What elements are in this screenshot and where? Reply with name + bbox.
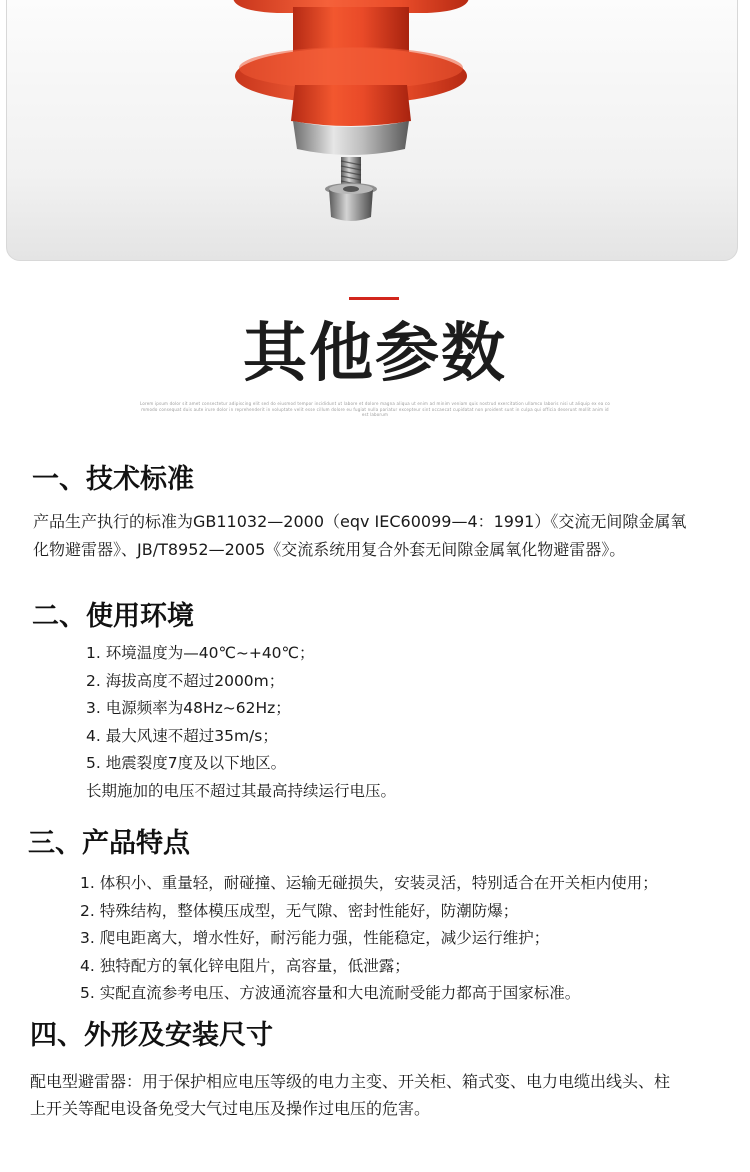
- decorative-small-text: Lorem ipsum dolor sit amet consectetur adipiscing elit sed do eiusmod tempor incididunt ut labore et dolore magna aliqua ut enim ad minim veniam quis nostrud exercitation ullamco laboris nisi ut aliquip ex ea commodo consequat duis aute irure dolor in reprehenderit in voluptate velit esse cillum dolore eu fugiat nulla pariatur excepteur sint occaecat cupidatat non proident sunt in culpa qui officia deserunt mollit anim id est laborum: [140, 401, 610, 417]
- list-item: 5. 实配直流参考电压、方波通流容量和大电流耐受能力都高于国家标准。: [80, 984, 581, 1002]
- title-accent-line: [349, 297, 399, 300]
- paragraph-line: 化物避雷器》、JB/T8952—2005《交流系统用复合外套无间隙金属氧化物避雷器》。: [33, 540, 626, 559]
- list-item: 长期施加的电压不超过其最高持续运行电压。: [86, 781, 397, 800]
- paragraph-line: 配电型避雷器：用于保护相应电压等级的电力主变、开关柜、箱式变、电力电缆出线头、柱: [30, 1072, 671, 1091]
- list-item: 1. 体积小、重量轻，耐碰撞、运输无碰损失，安装灵活，特别适合在开关柜内使用；: [80, 874, 658, 892]
- paragraph-line: 上开关等配电设备免受大气过电压及操作过电压的危害。: [30, 1099, 431, 1118]
- product-photo: [6, 0, 738, 261]
- environment-list: [86, 640, 396, 805]
- features-list: [80, 870, 658, 1008]
- paragraph-line: 产品生产执行的标准为GB11032—2000（eqv IEC60099—4：1991）《交流无间隙金属氧: [33, 512, 687, 531]
- list-item: 2. 特殊结构，整体模压成型，无气隙、密封性能好，防潮防爆；: [80, 901, 519, 920]
- list-item: 3. 电源频率为48Hz~62Hz；: [86, 699, 291, 717]
- list-item: 4. 独特配方的氧化锌电阻片，高容量，低泄露；: [80, 956, 410, 975]
- section-heading: 二、使用环境: [32, 601, 194, 632]
- list-item: 3. 爬电距离大，增水性好，耐污能力强，性能稳定，减少运行维护；: [80, 929, 550, 947]
- section-heading: 三、产品特点: [28, 828, 190, 859]
- surge-arrester-illustration: [7, 0, 738, 261]
- list-item: 4. 最大风速不超过35m/s；: [86, 726, 278, 745]
- list-item: 2. 海拔高度不超过2000m；: [86, 671, 285, 690]
- list-item: 5. 地震裂度7度及以下地区。: [86, 754, 287, 772]
- list-item: 1. 环境温度为—40℃~+40℃；: [86, 644, 315, 662]
- page-title: 其他参数: [243, 316, 507, 391]
- section-heading: 四、外形及安装尺寸: [30, 1020, 273, 1051]
- section-heading: 一、技术标准: [32, 464, 194, 495]
